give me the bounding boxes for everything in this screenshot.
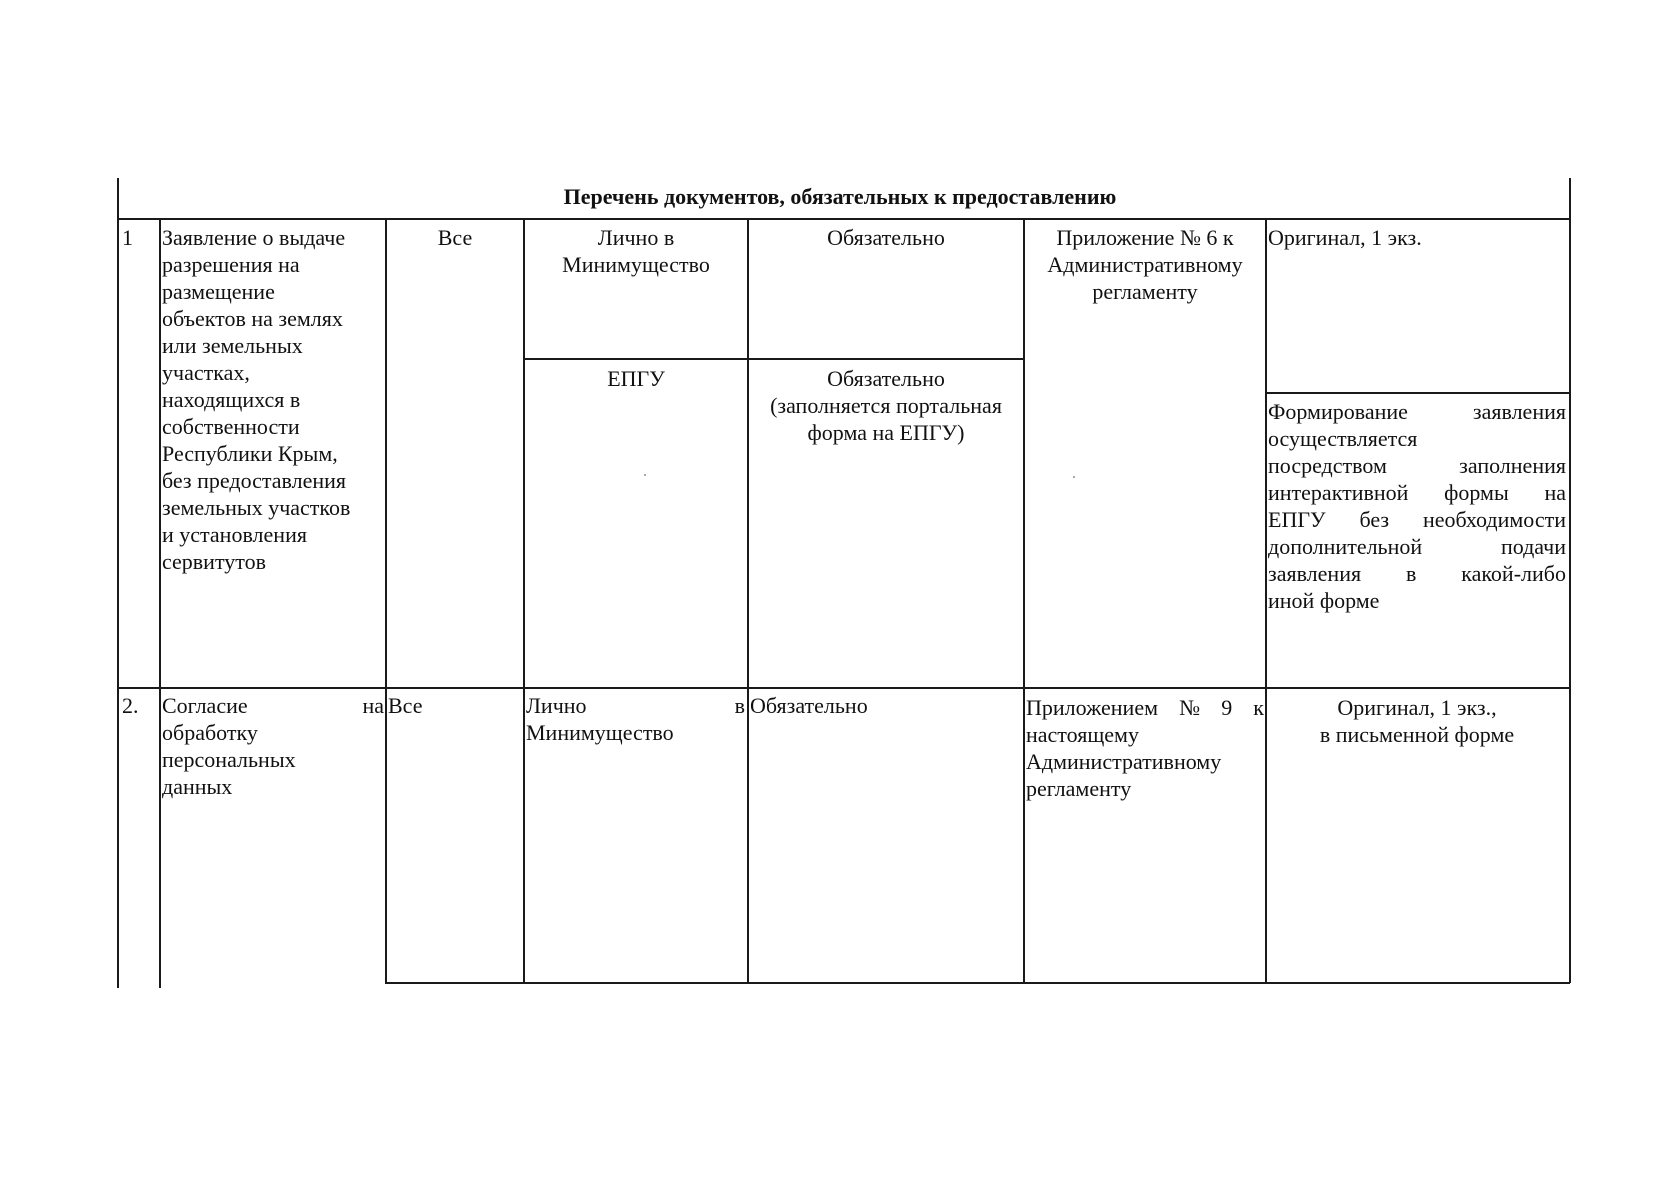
form-line: Административному	[1026, 749, 1222, 774]
word: заявления	[1472, 399, 1566, 424]
word: Приложением	[1026, 695, 1158, 720]
form-line: регламенту	[1026, 776, 1132, 801]
table-bottom-rule	[385, 982, 1570, 984]
word: посредством	[1268, 453, 1387, 478]
word: подачи	[1500, 534, 1566, 559]
col-divider-6	[1265, 218, 1267, 983]
word: ЕПГУ	[1268, 507, 1326, 532]
row1-number: 1	[122, 225, 133, 250]
word: заполнения	[1459, 453, 1566, 478]
row1-submission-divider	[523, 358, 1024, 360]
requirement-line: (заполняется портальная	[770, 393, 1002, 418]
method-line: Лично в	[597, 225, 675, 250]
row1-form-requirement-original: Оригинал, 1 экз.	[1268, 225, 1422, 250]
row2-category: Все	[388, 693, 423, 718]
row2-number: 2.	[122, 693, 139, 718]
row1-method-personal	[526, 224, 746, 278]
col-divider-2	[385, 218, 387, 983]
word: на	[1544, 480, 1566, 505]
word: 9	[1221, 695, 1233, 720]
scan-speck	[644, 474, 646, 476]
word: на	[362, 693, 384, 718]
row1-method-epgu	[526, 365, 746, 392]
word: интерактивной	[1268, 480, 1409, 505]
word: какой-либо	[1461, 561, 1566, 586]
row1-document-line: без предоставления	[162, 468, 347, 493]
row1-form-requirement-epgu	[1268, 398, 1566, 614]
requirement-line: Оригинал, 1 экз.,	[1337, 695, 1497, 720]
row-divider-1-2	[118, 687, 1570, 689]
col-divider-3	[523, 218, 525, 983]
row2-document	[162, 692, 384, 800]
justified-line	[1268, 560, 1566, 587]
row1-document-line: находящихся в	[162, 387, 301, 412]
row2-form-requirement	[1268, 694, 1566, 748]
table-right-border	[1569, 178, 1571, 983]
table-left-border	[117, 178, 119, 988]
method-line: Минимущество	[526, 720, 674, 745]
document-line: персональных	[162, 747, 296, 772]
row1-document-line: земельных участков	[162, 495, 351, 520]
justified-line	[526, 692, 745, 719]
row1-document-line: или земельных	[162, 333, 303, 358]
row2-method	[526, 692, 745, 746]
requirement-line: Обязательно	[827, 225, 945, 250]
word: Лично	[526, 693, 587, 718]
form-line: настоящему	[1026, 722, 1139, 747]
row1-form	[1026, 224, 1264, 305]
row1-document-line: Республики Крым,	[162, 441, 338, 466]
requirement-line: Обязательно	[827, 366, 945, 391]
word: Согласие	[162, 693, 248, 718]
method-line: Минимущество	[562, 252, 710, 277]
justified-line	[1026, 694, 1264, 721]
word: №	[1179, 695, 1201, 720]
word: дополнительной	[1268, 534, 1423, 559]
word: Формирование	[1268, 399, 1408, 424]
justified-line	[1268, 479, 1566, 506]
word: осуществляется	[1268, 426, 1418, 451]
row1-document-line: собственности	[162, 414, 300, 439]
word: заявления	[1268, 561, 1362, 586]
scan-speck	[1073, 476, 1075, 478]
table-heading: Перечень документов, обязательных к предоставлению	[563, 184, 1117, 209]
justified-line	[162, 692, 384, 719]
row2-form	[1026, 694, 1264, 802]
form-line: регламенту	[1092, 279, 1198, 304]
word: формы	[1444, 480, 1509, 505]
row1-document	[162, 224, 384, 575]
heading-bottom-rule	[118, 218, 1570, 220]
col-divider-1	[159, 218, 161, 988]
row1-document-line: Заявление о выдаче	[162, 225, 346, 250]
row2-requirement: Обязательно	[750, 693, 868, 718]
row1-category: Все	[437, 225, 473, 250]
last-line: иной форме	[1268, 588, 1380, 613]
requirement-line: в письменной форме	[1319, 722, 1515, 747]
justified-line	[1268, 398, 1566, 425]
word: в	[1405, 561, 1417, 586]
word: без	[1359, 507, 1390, 532]
col-divider-5	[1023, 218, 1025, 983]
word: к	[1253, 695, 1264, 720]
row1-requirement-epgu	[750, 365, 1022, 446]
justified-line	[1268, 506, 1566, 533]
row1-requirement-divider	[1265, 392, 1569, 394]
word: в	[734, 693, 745, 718]
word: необходимости	[1422, 507, 1566, 532]
justified-line	[1268, 452, 1566, 479]
requirement-line: форма на ЕПГУ)	[807, 420, 965, 445]
method-line: ЕПГУ	[607, 366, 665, 391]
col-divider-4	[747, 218, 749, 983]
document-line: данных	[162, 774, 233, 799]
row1-document-line: сервитутов	[162, 549, 266, 574]
row1-document-line: размещение	[162, 279, 275, 304]
row1-document-line: и установления	[162, 522, 307, 547]
form-line: Административному	[1047, 252, 1243, 277]
row1-document-line: разрешения на	[162, 252, 300, 277]
row1-requirement-personal	[750, 224, 1022, 251]
row1-document-line: участках,	[162, 360, 250, 385]
justified-line	[1268, 425, 1566, 452]
row1-document-line: объектов на землях	[162, 306, 343, 331]
justified-line	[1268, 533, 1566, 560]
form-line: Приложение № 6 к	[1056, 225, 1234, 250]
document-line: обработку	[162, 720, 258, 745]
